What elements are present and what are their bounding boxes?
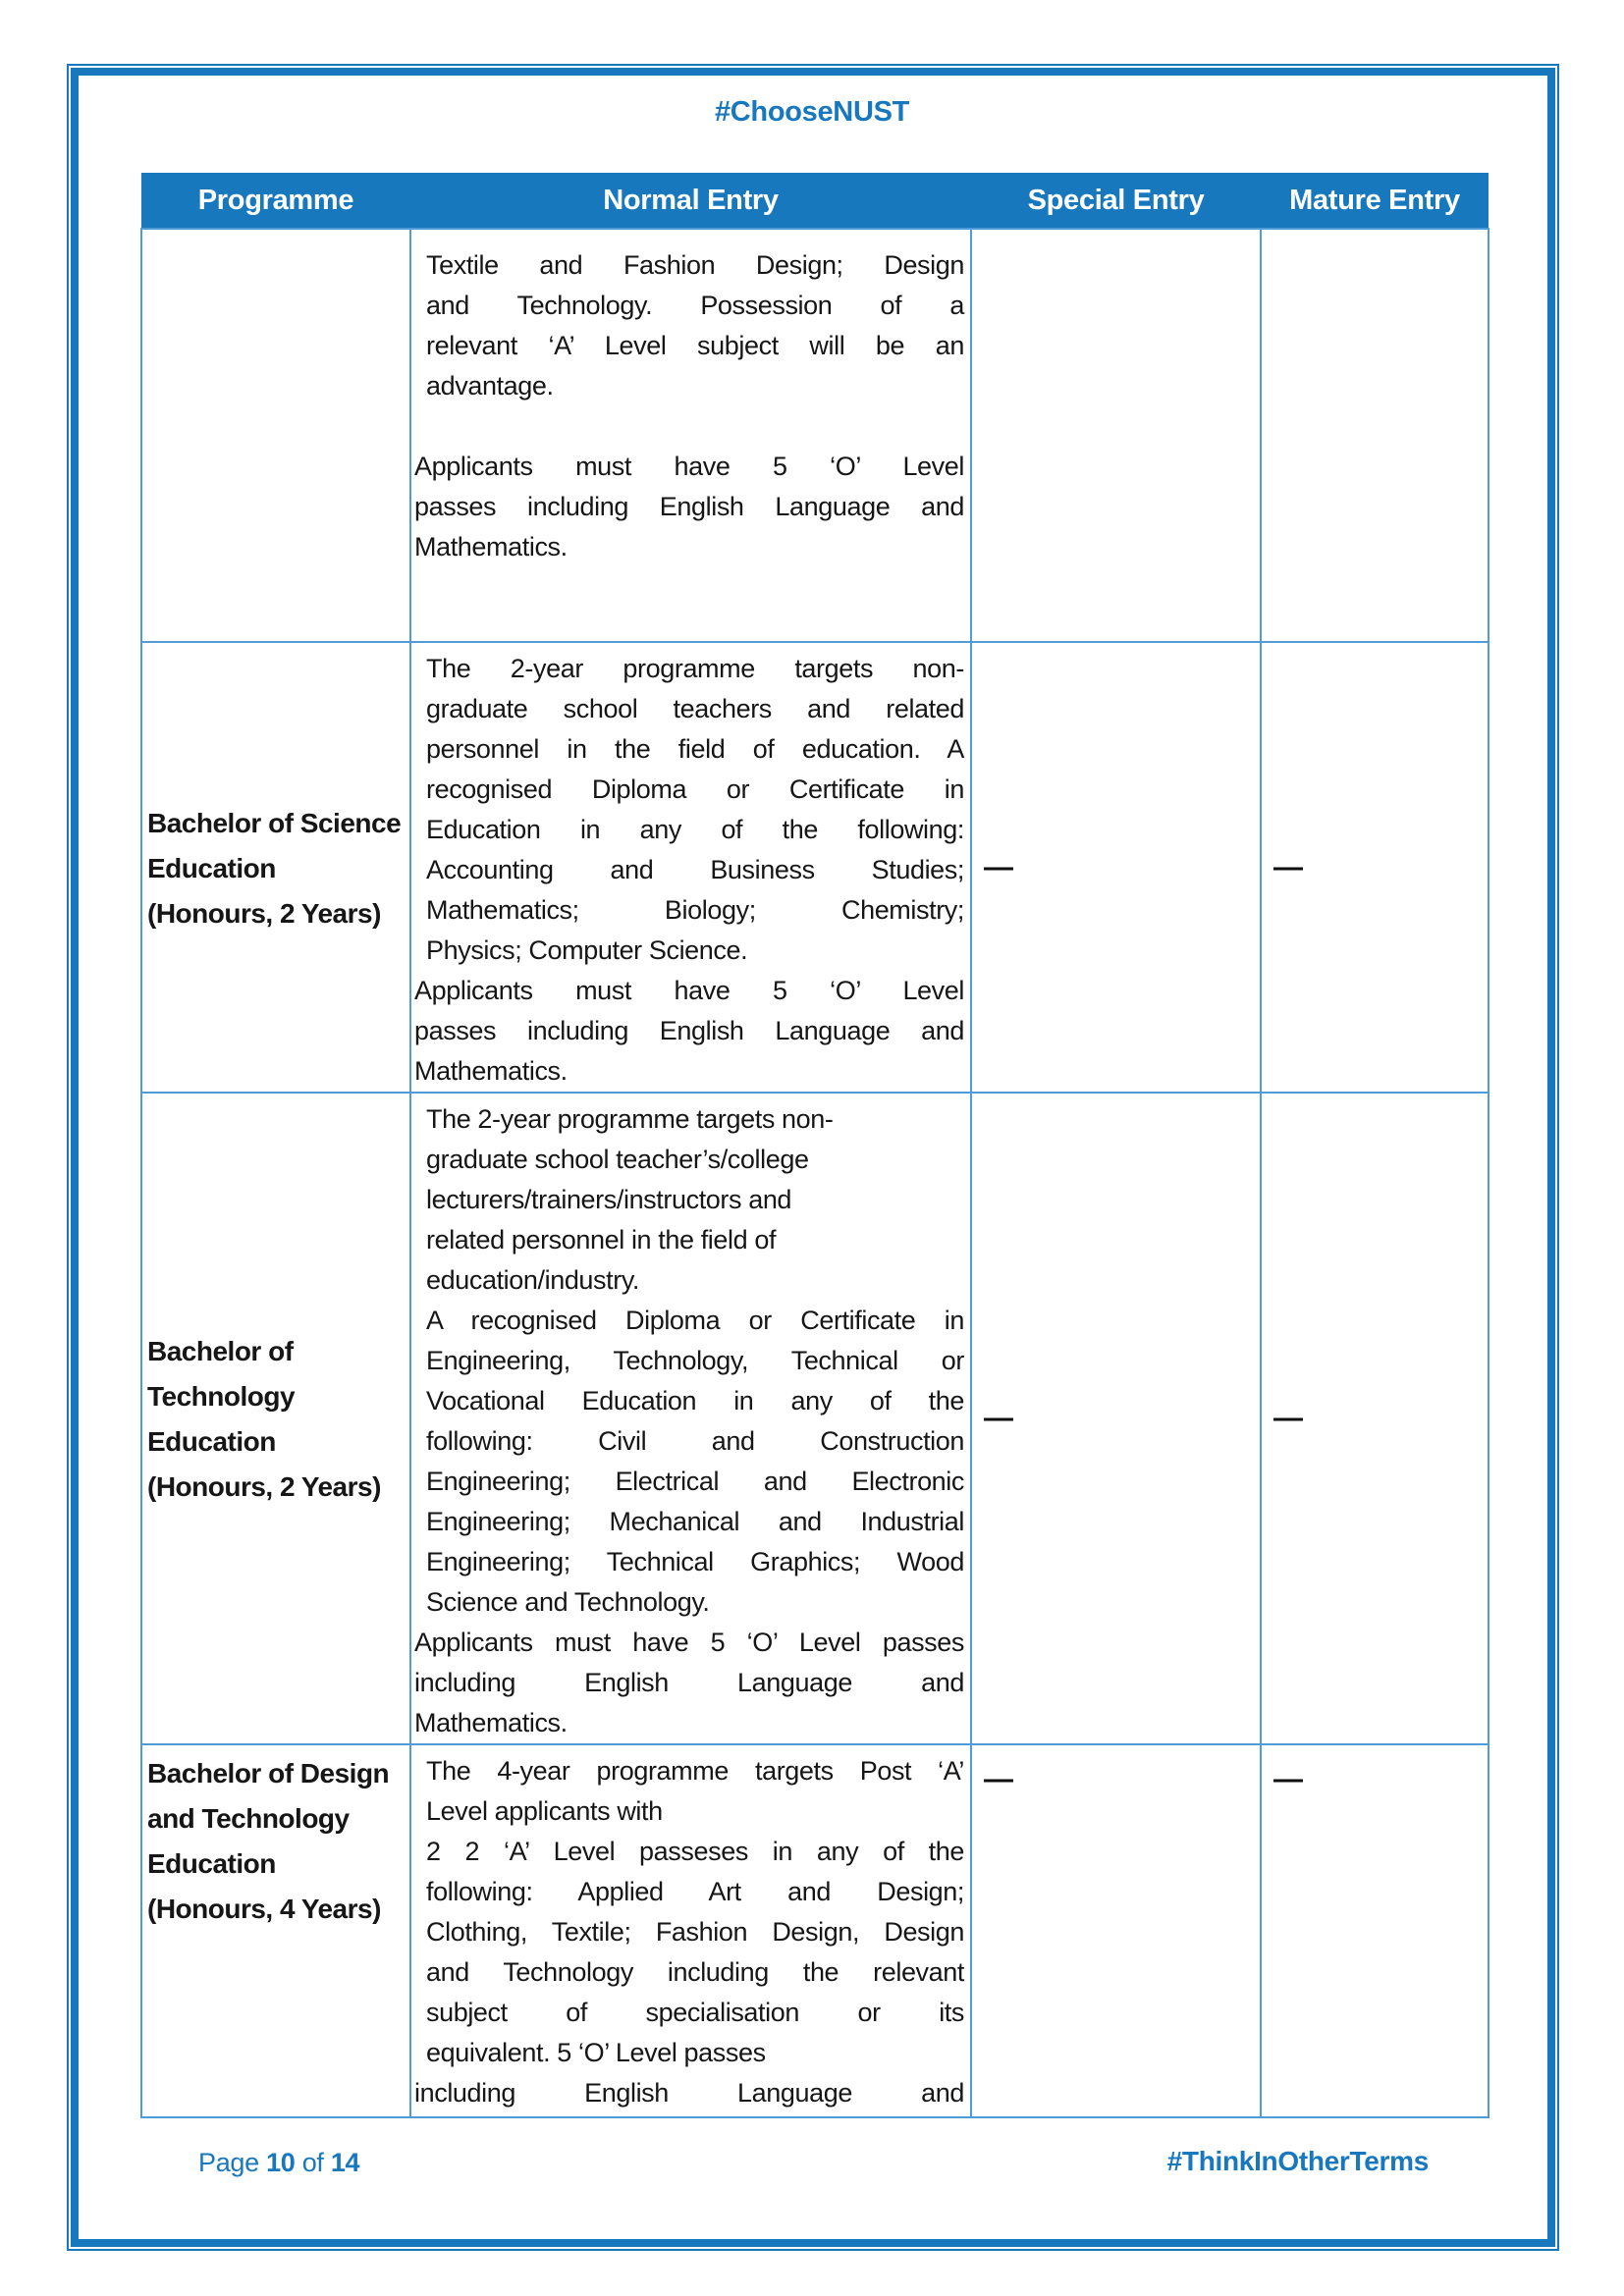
text-line: and Technology including the relevant [426, 1957, 964, 1987]
table-row [141, 642, 1489, 1093]
page-number: 10 [266, 2148, 296, 2177]
text-line: Vocational Education in any of the [426, 1386, 964, 1415]
mature-entry-cell: — [1261, 1744, 1489, 2117]
text-line: lecturers/trainers/instructors and [426, 1185, 792, 1214]
text-line: Education in any of the following: [426, 815, 964, 844]
text-line: including English Language and [414, 2078, 964, 2108]
text-line: Applicants must have 5 ‘O’ Level [414, 452, 964, 481]
programme-line: Education [147, 852, 276, 883]
special-entry-cell: — [971, 642, 1261, 1093]
text-line: Engineering; Mechanical and Industrial [426, 1507, 964, 1536]
text-line: graduate school teachers and related [426, 694, 964, 723]
text-line: Mathematics; Biology; Chemistry; [426, 895, 964, 925]
text-line: Textile and Fashion Design; Design [426, 250, 964, 280]
hashtag-footer: #ThinkInOtherTerms [1166, 2146, 1429, 2176]
table-row [141, 1744, 1489, 2117]
text-line: graduate school teacher’s/college [426, 1145, 809, 1174]
programme-cell [141, 1744, 410, 2117]
header-cell-special-entry: Special Entry [971, 173, 1261, 229]
text-line: personnel in the field of education. A [426, 734, 964, 764]
header-cell-mature-entry: Mature Entry [1261, 173, 1489, 229]
text-line: Physics; Computer Science. [426, 935, 748, 965]
mature-entry-cell: — [1261, 642, 1489, 1093]
text-line: Applicants must have 5 ‘O’ Level [414, 976, 964, 1005]
mature-entry-cell [1261, 229, 1489, 642]
programme-line: Bachelor of [147, 1336, 294, 1366]
table-row [141, 229, 1489, 642]
text-line: Level applicants with [426, 1796, 663, 1826]
special-entry-cell: — [971, 1744, 1261, 2117]
text-line [414, 406, 964, 447]
mature-entry-cell: — [1261, 1093, 1489, 1744]
programme-line: (Honours, 2 Years) [147, 897, 381, 929]
text-line: Engineering; Electrical and Electronic [426, 1467, 964, 1496]
programme-line: and Technology [147, 1803, 350, 1834]
programme-cell [141, 1093, 410, 1744]
text-line: Mathematics. [414, 1056, 568, 1086]
text-line: The 4-year programme targets Post ‘A’ [426, 1756, 964, 1786]
text-line: Mathematics. [414, 532, 568, 561]
programme-line: (Honours, 4 Years) [147, 1894, 381, 1924]
text-line: Mathematics. [414, 1708, 568, 1737]
special-entry-cell [971, 229, 1261, 642]
page-total: 14 [330, 2148, 360, 2177]
text-line: The 2-year programme targets non- [426, 654, 964, 683]
text-line: passes including English Language and [414, 492, 964, 521]
page-number-footer [198, 2148, 359, 2178]
special-entry-cell: — [971, 1093, 1261, 1744]
text-line: Engineering; Technical Graphics; Wood [426, 1547, 964, 1576]
text-line: education/industry. [426, 1265, 640, 1295]
text-line: subject of specialisation or its [426, 1998, 964, 2027]
text-line: following: Applied Art and Design; [426, 1877, 964, 1906]
text-line: and Technology. Possession of a [426, 291, 964, 320]
text-line: Clothing, Textile; Fashion Design, Design [426, 1917, 964, 1947]
text-line: Applicants must have 5 ‘O’ Level passes [414, 1628, 964, 1657]
programme-line: Technology [147, 1381, 296, 1412]
programme-line: (Honours, 2 Years) [147, 1471, 381, 1502]
text-line: equivalent. 5 ‘O’ Level passes [426, 2038, 766, 2067]
programme-line: Education [147, 1848, 276, 1879]
text-line: following: Civil and Construction [426, 1426, 964, 1456]
page-label: Page [198, 2148, 259, 2177]
text-line: The 2-year programme targets non- [426, 1104, 834, 1134]
table-row [141, 1093, 1489, 1744]
entry-table [140, 173, 1489, 2118]
text-line: A recognised Diploma or Certificate in [426, 1306, 964, 1335]
text-line: including English Language and [414, 1668, 964, 1697]
programme-cell [141, 642, 410, 1093]
text-line: Accounting and Business Studies; [426, 855, 964, 884]
text-line: 2 2 ‘A’ Level passeses in any of the [426, 1837, 964, 1866]
header-cell-normal-entry: Normal Entry [410, 173, 971, 229]
page-title: #ChooseNUST [714, 96, 910, 128]
table-body [141, 229, 1489, 2117]
text-line: Engineering, Technology, Technical or [426, 1346, 964, 1375]
programme-line: Bachelor of Science [147, 807, 402, 838]
text-line: advantage. [426, 371, 554, 400]
text-line: relevant ‘A’ Level subject will be an [426, 331, 964, 360]
normal-entry-cell [410, 229, 971, 642]
table-header-row [141, 173, 1489, 229]
header-cell-programme: Programme [141, 173, 410, 229]
normal-entry-cell [410, 1093, 971, 1744]
normal-entry-cell [410, 642, 971, 1093]
programme-line: Education [147, 1426, 276, 1457]
programme-cell [141, 229, 410, 642]
programme-line: Bachelor of Design [147, 1758, 390, 1789]
text-line: related personnel in the field of [426, 1225, 777, 1255]
entry-requirements-tablewrap [140, 173, 1488, 2118]
normal-entry-cell [410, 1744, 971, 2117]
text-line: recognised Diploma or Certificate in [426, 774, 964, 804]
of-label: of [301, 2148, 324, 2177]
text-line: passes including English Language and [414, 1016, 964, 1045]
text-line: Science and Technology. [426, 1587, 710, 1617]
